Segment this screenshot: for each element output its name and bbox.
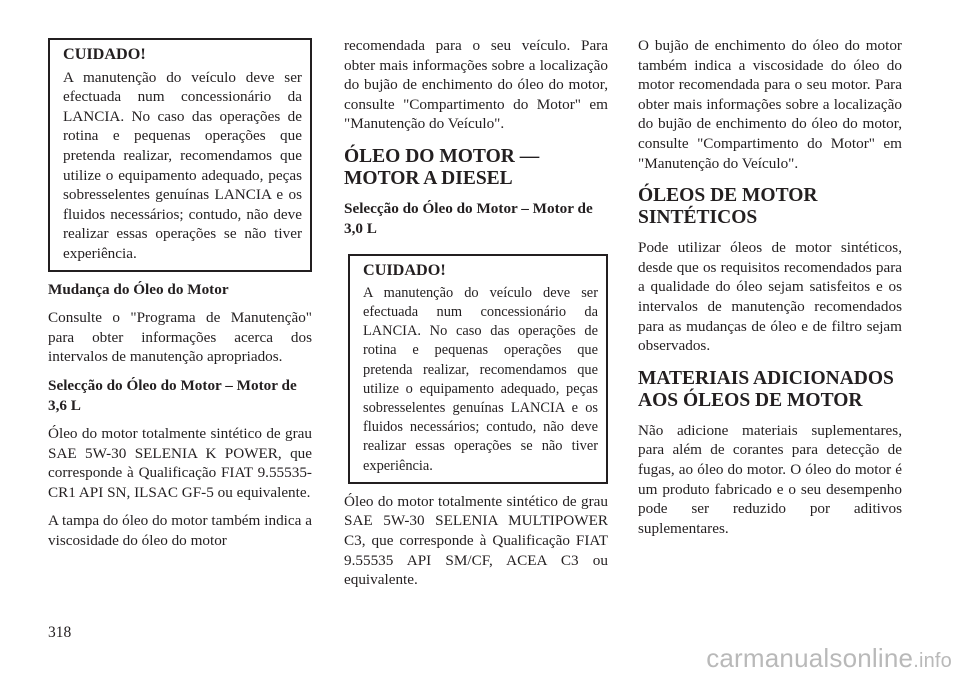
- column-middle: [344, 36, 608, 599]
- heading-additives: MATERIAIS ADICIONADOS AOS ÓLEOS DE MOTOR: [638, 367, 894, 411]
- heading-engine-30: Selecção do Óleo do Motor – Motor de 3,0 L: [344, 199, 593, 237]
- heading-diesel: ÓLEO DO MOTOR — MOTOR A DIESEL: [344, 145, 540, 189]
- paragraph-cap-continued: recomendada para o seu veículo. Para obter mais informações sobre a localização do bujão de enchimento do óleo do motor, consulte "Compartimento do Motor" em "Manutenção do Veículo".: [344, 37, 608, 133]
- watermark-tld: .info: [913, 650, 952, 672]
- watermark-main: carmanualsonline: [706, 643, 914, 673]
- paragraph-synthetic-oils: Pode utilizar óleos de motor sintéticos, desde que os requisitos recomendados para a qualidade do óleo sejam satisfeitos e os intervalos de manutenção recomendados para as mudanças de óleo e de filtro sejam observados.: [638, 239, 902, 355]
- caution-title: CUIDADO!: [63, 45, 146, 63]
- page-number: 318: [48, 624, 72, 641]
- heading-engine-36: Selecção do Óleo do Motor – Motor de 3,6 L: [48, 376, 297, 414]
- caution-box: [48, 38, 312, 272]
- column-left: [48, 38, 312, 560]
- heading-oil-change: Mudança do Óleo do Motor: [48, 280, 229, 298]
- caution-text: A manutenção do veículo deve ser efectuada num concessionário da LANCIA. No caso das operações de rotina e pequenas operações que pretenda realizar, recomendamos que utilize o equipamento adequado, peças sobresselentes genuínas LANCIA e os fluidos necessários; contudo, não deve realizar essas operações se não tiver experiência.: [363, 284, 598, 474]
- watermark: [706, 643, 952, 674]
- paragraph-engine-36: Óleo do motor totalmente sintético de grau SAE 5W-30 SELENIA K POWER, que corresponde à Qualificação FIAT 9.55535-CR1 API SN, ILSAC GF-5 ou equivalente.: [48, 425, 312, 501]
- paragraph-engine-30: Óleo do motor totalmente sintético de grau SAE 5W-30 SELENIA MULTIPOWER C3, que corresponde à Qualificação FIAT 9.55535 API SM/CF, ACEA C3 ou equivalente.: [344, 492, 608, 589]
- paragraph-additives: Não adicione materiais suplementares, para além de corantes para detecção de fugas, ao óleo do motor. O óleo do motor é um produto fabricado e o seu desempenho pode ser reduzido por aditivos suplementares.: [638, 421, 902, 537]
- paragraph-filler-plug: O bujão de enchimento do óleo do motor também indica a viscosidade do óleo do motor recomendada para o seu motor. Para obter mais informações sobre a localização do bujão de enchimento do óleo do motor, consulte "Compartimento do Motor" em "Manutenção do Veículo".: [638, 37, 902, 172]
- paragraph-cap-start: A tampa do óleo do motor também indica a viscosidade do óleo do motor: [48, 512, 312, 550]
- caution-text: A manutenção do veículo deve ser efectuada num concessionário da LANCIA. No caso das operações de rotina e pequenas operações que pretenda realizar, recomendamos que utilize o equipamento adequado, peças sobresselentes genuínas LANCIA e os fluidos necessários; contudo, não deve realizar essas operações se não tiver experiência.: [63, 68, 302, 262]
- caution-title: CUIDADO!: [363, 261, 446, 280]
- paragraph-oil-change: Consulte o "Programa de Manutenção" para obter informações acerca dos intervalos de manutenção apropriados.: [48, 309, 312, 366]
- column-right: [638, 36, 902, 547]
- heading-synthetic-oils: ÓLEOS DE MOTOR SINTÉTICOS: [638, 185, 818, 229]
- caution-box: [348, 254, 608, 484]
